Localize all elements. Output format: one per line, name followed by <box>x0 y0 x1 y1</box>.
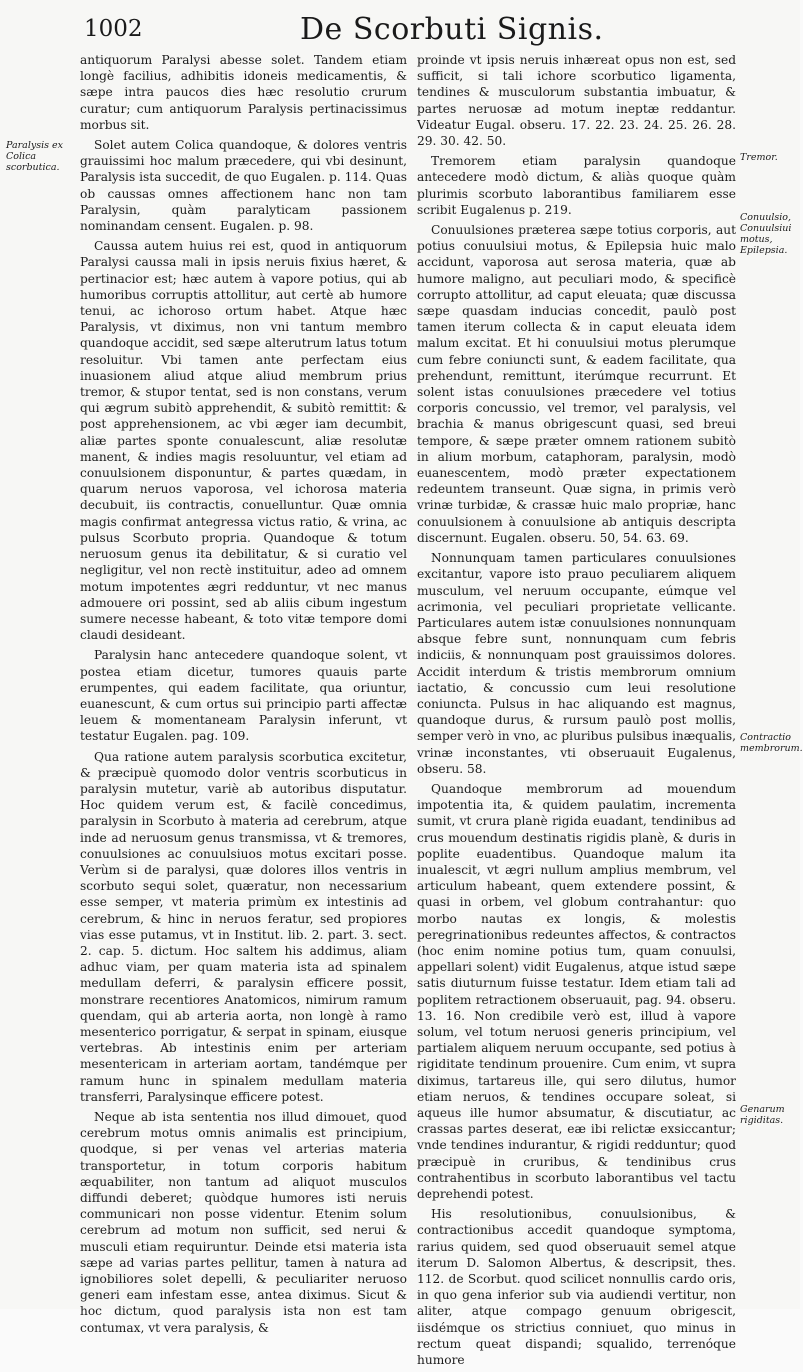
paragraph: proinde vt ipsis neruis inhæreat opus non est, sed sufficit, si tali ichore scorbutico ligamenta, tendines & musculorum substantia imbuatur, & partes neruosæ ad motum ineptæ reddantur. Videatur Eugal. obseru. 17. 22. 23. 24. 25. 26. 28. 29. 30. 42. 50. <box>417 53 736 149</box>
paragraph: Quandoque membrorum ad mouendum impotentia ita, & quidem paulatim, incrementa sumit, vt crura planè rigida euadant, tendinibus ad crus mouendum destinatis rigidis planè, & duris in poplite euadentibus. Quandoque malum ita inualescit, vt ægri nullum amplius membrum, vel articulum habeant, quem extendere possint, & quasi in orbem, vel globum contrahantur: quo morbo nautas ex longis, & molestis peregrinationibus redeuntes affectos, & contractos (hoc enim nomine potius tum, quam conuulsi, appellari solent) vidit Eugalenus, atque istud sæpe satis diuturnum fuisse testatur. Idem etiam tali ad poplitem retractionem obseruauit, pag. 94. obseru. 13. 16. Non credibile verò est, illud à vapore solum, vel totum neruosi generis principium, vel partialem aliquem neruum occupante, sed potius à rigiditate tendinum prouenire. Cum enim, vt supra diximus, tartareus ille, qui sero dilutus, humor etiam neruos, & tendines occupare soleat, si aqueus ille humor absumatur, & discutiatur, ac crassas partes deserat, eæ ibi relictæ exsiccantur; vnde tendines indurantur, & rigidi redduntur; quod præcipuè in cruribus, & tendinibus crus contrahentibus in scorbuto laborantibus vel tactu deprehendi potest. <box>417 781 736 1202</box>
left-column <box>80 52 407 1340</box>
paragraph: antiquorum Paralysi abesse solet. Tandem etiam longè facilius, adhibitis idoneis medicamentis, & sæpe intra paucos dies hæc resolutio crurum curatur; cum antiquorum Paralysis pertinacissimus morbus sit. <box>80 53 407 132</box>
paragraph: Neque ab ista sententia nos illud dimouet, quod cerebrum motus omnis animalis est principium, quodque, si per venas vel arterias materia transportetur, in totum corporis habitum æquabiliter, non tantum ad aliquot musculos diffundi deberet; quòdque humores isti neruis communicari non posse videntur. Etenim solum cerebrum ad motum non sufficit, sed nerui & musculi etiam requiruntur. Deinde etsi materia ista sæpe ad varias partes pellitur, tamen à natura ad ignobiliores solet depelli, & peculiariter neruoso generi eam infestam esse, antea diximus. Sicut & hoc dictum, quod paralysis ista non est tam contumax, vt vera paralysis, & <box>80 1110 407 1335</box>
paragraph: Paralysin hanc antecedere quandoque solent, vt postea etiam dicetur, tumores quauis parte erumpentes, qui eadem facilitate, qua oriuntur, euanescunt, & cum ortus sui principio parti affectæ leuem & momentaneam Paralysin inferunt, vt testatur Eugalen. pag. 109. <box>80 648 407 744</box>
margin-note-contractio: Contractio membrorum. <box>740 732 803 754</box>
margin-note-genarum: Genarum rigiditas. <box>740 1104 785 1126</box>
paragraph: Nonnunquam tamen particulares conuulsiones excitantur, vapore isto prauo peculiarem aliquem musculum, vel neruum occupante, eúmque vel acrimonia, vel peculiari proprietate vellicante. Particulares autem istæ conuulsiones nonnunquam absque febre sunt, nonnunquam cum febris indiciis, & nonnunquam post grauissimos dolores. Accidit interdum & tristis membrorum omnium iactatio, & concussio cum leui resolutione coniuncta. Pulsus in hac aliquando est magnus, quandoque durus, & rursum paulò post mollis, semper verò in vno, ac pluribus pulsibus inæqualis, vrinæ inconstantes, vti obseruauit Eugalenus, obseru. 58. <box>417 551 736 776</box>
margin-note-conuulsio: Conuulsio, Conuulsiui motus, Epilepsia. <box>740 212 792 256</box>
running-head: De Scorbuti Signis. <box>300 12 604 47</box>
right-column <box>417 52 736 1372</box>
margin-note-tremor: Tremor. <box>740 152 778 163</box>
paragraph: Solet autem Colica quandoque, & dolores ventris grauissimi hoc malum præcedere, qui vbi desinunt, Paralysis ista succedit, de quo Eugalen. p. 114. Quas ob caussas omnes affectionem hanc non tam Paralysin, quàm paralyticam passionem nominandam censent. Eugalen. p. 98. <box>80 138 407 234</box>
page-number: 1002 <box>84 16 143 42</box>
paragraph: Tremorem etiam paralysin quandoque antecedere modò dictum, & aliàs quoque quàm plurimis scorbuto laborantibus familiarem esse scribit Eugalenus p. 219. <box>417 154 736 217</box>
paragraph: His resolutionibus, conuulsionibus, & contractionibus accedit quandoque symptoma, rarius quidem, sed quod obseruauit semel atque iterum D. Salomon Albertus, & descripsit, thes. 112. de Scorbut. quod scilicet nonnullis cardo oris, in quo gena inferior sub via audiendi vertitur, non aliter, atque compago genuum obrigescit, iisdémque os strictius conniuet, quo minus in rectum queat dispandi; squalido, terrenóque humore <box>417 1207 736 1368</box>
paragraph: Conuulsiones præterea sæpe totius corporis, aut potius conuulsiui motus, & Epilepsia huic malo accidunt, vaporosa aut serosa materia, quæ ab humore maligno, aut peculiari modo, & specificè corrupto attollitur, ad caput eleuata; quæ discussa sæpe quasdam inducias concedit, paulò post tamen iterum collecta & in caput eleuata idem malum excitat. Et hi conuulsiui motus plerumque cum febre coniuncti sunt, & eadem facilitate, qua prehendunt, remittunt, iterúmque recurrunt. Et solent istas conuulsiones præcedere vel totius corporis concussio, vel tremor, vel paralysis, vel brachia & manus obrigescunt quasi, sed breui tempore, & sæpe præter omnem rationem subitò in alium morbum, cataphoram, paralysin, modò euanescentem, modò præter expectationem redeuntem transeunt. Quæ signa, in primis verò vrinæ turbidæ, & crassæ huic malo propriæ, hanc conuulsionem à conuulsione ab antiquis descripta discernunt. Eugalen. obseru. 50, 54. 63. 69. <box>417 223 736 545</box>
margin-note-paralysis-colica: Paralysis ex Colica scorbutica. <box>6 140 64 173</box>
paragraph: Qua ratione autem paralysis scorbutica excitetur, & præcipuè quomodo dolor ventris scorbuticus in paralysin mutetur, variè ab autoribus disputatur. Hoc quidem verum est, & facilè concedimus, paralysin in Scorbuto à materia ad cerebrum, atque inde ad neruosum genus transmissa, vt & tremores, conuulsiones ac conuulsiuos motus excitari posse. Verùm si de paralysi, quæ dolores illos ventris in scorbuto sequi solet, quæratur, non necessarium esse semper, vt materia primùm ex intestinis ad cerebrum, & hinc in neruos feratur, sed propiores vias esse putamus, vt in Institut. lib. 2. part. 3. sect. 2. cap. 5. dictum. Hoc saltem his addimus, aliam adhuc viam, per quam materia ista ad spinalem medullam deferri, & paralysin efficere possit, monstrare recentiores Anatomicos, nimirum ramum quendam, qui ab arteria aorta, non longè à ramo mesenterico porrigatur, & serpat in spinam, eiusque vertebras. Ab intestinis enim per arteriam mesentericam in arteriam aortam, tandémque per ramum hunc in spinalem medullam materia transferri, Paralysinque efficere potest. <box>80 749 407 1104</box>
paragraph: Caussa autem huius rei est, quod in antiquorum Paralysi caussa mali in ipsis neruis fixius hæret, & pertinacior est; hæc autem à vapore potius, qui ab humoribus corruptis attollitur, aut certè ab humore tenui, ac ichoroso ortum habet. Atque hæc Paralysis, vt diximus, non vni tantum membro quandoque accidit, sed sæpe alterutrum latus totum resoluitur. Vbi tamen ante perfectam eius inuasionem aliud atque aliud membrum prius tremor, & stupor tentat, sed is non constans, verum qui ægrum subitò apprehendit, & subitò remittit: & post apprehensionem, ac vbi æger iam decumbit, aliæ partes sponte conualescunt, aliæ resolutæ manent, & indies magis resoluuntur, vel etiam ad conuulsionem disponuntur, & partes quædam, in quarum neruos vaporosa, vel ichorosa materia decubuit, iis contractis, conuelluntur. Quæ omnia magis confirmat antegressa victus ratio, & vrina, ac pulsus Scorbuto propria. Quandoque & totum neruosum genus ita debilitatur, & si curatio vel negligitur, vel non rectè instituitur, adeo ad omnem motum impotentes ægri redduntur, vt nec manus admouere ori possint, sed ab aliis cibum ingestum sumere necesse habeant, & toto vitæ tempore domi claudi desideant. <box>80 239 407 643</box>
